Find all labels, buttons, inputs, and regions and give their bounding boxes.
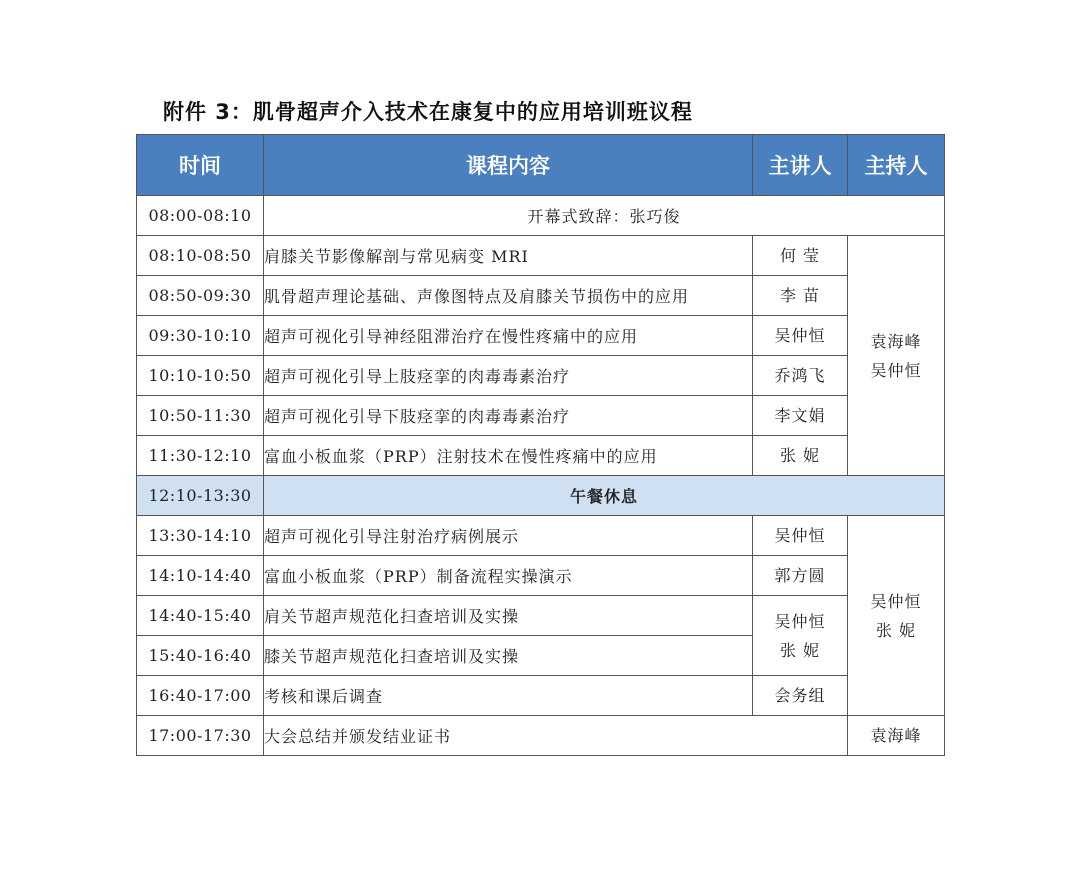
header-speaker: 主讲人 (753, 135, 848, 196)
lunch-break-cell: 午餐休息 (264, 476, 945, 516)
time-cell: 16:40-17:00 (137, 676, 264, 716)
agenda-table (136, 134, 945, 756)
speaker-cell: 乔鸿飞 (753, 356, 848, 396)
table-row (137, 236, 945, 276)
document-title: 附件 3：肌骨超声介入技术在康复中的应用培训班议程 (163, 100, 693, 124)
host-cell: 袁海峰 (848, 716, 945, 756)
topic-cell: 富血小板血浆（PRP）制备流程实操演示 (264, 556, 753, 596)
topic-cell: 考核和课后调查 (264, 676, 753, 716)
time-cell: 11:30-12:10 (137, 436, 264, 476)
time-cell: 13:30-14:10 (137, 516, 264, 556)
header-content: 课程内容 (264, 135, 753, 196)
speaker-name: 张 妮 (779, 640, 821, 660)
table-header-row (137, 135, 945, 196)
speaker-cell: 李 苗 (753, 276, 848, 316)
time-cell: 12:10-13:30 (137, 476, 264, 516)
header-host: 主持人 (848, 135, 945, 196)
topic-cell: 超声可视化引导上肢痉挛的肉毒毒素治疗 (264, 356, 753, 396)
table-row (137, 516, 945, 556)
table-row (137, 276, 945, 316)
topic-cell: 膝关节超声规范化扫查培训及实操 (264, 636, 753, 676)
speaker-cell: 吴仲恒 (753, 316, 848, 356)
time-cell: 15:40-16:40 (137, 636, 264, 676)
table-row (137, 676, 945, 716)
table-row (137, 356, 945, 396)
table-row (137, 596, 945, 636)
time-cell: 10:10-10:50 (137, 356, 264, 396)
speaker-cell: 郭方圆 (753, 556, 848, 596)
topic-cell: 大会总结并颁发结业证书 (264, 716, 848, 756)
speaker-cell: 李文娟 (753, 396, 848, 436)
table-row-lunch (137, 476, 945, 516)
time-cell: 14:10-14:40 (137, 556, 264, 596)
topic-cell: 肩关节超声规范化扫查培训及实操 (264, 596, 753, 636)
table-row-opening (137, 196, 945, 236)
speaker-cell: 张 妮 (753, 436, 848, 476)
topic-cell: 肌骨超声理论基础、声像图特点及肩膝关节损伤中的应用 (264, 276, 753, 316)
topic-cell: 肩膝关节影像解剖与常见病变 MRI (264, 236, 753, 276)
speaker-name: 吴仲恒 (774, 611, 826, 631)
time-cell: 17:00-17:30 (137, 716, 264, 756)
host-name: 张 妮 (875, 620, 917, 640)
table-row-closing (137, 716, 945, 756)
opening-speech-cell: 开幕式致辞：张巧俊 (264, 196, 945, 236)
speaker-cell: 何 莹 (753, 236, 848, 276)
topic-cell: 超声可视化引导注射治疗病例展示 (264, 516, 753, 556)
table-row (137, 396, 945, 436)
time-cell: 08:10-08:50 (137, 236, 264, 276)
time-cell: 08:50-09:30 (137, 276, 264, 316)
speaker-cell: 会务组 (753, 676, 848, 716)
host-name: 吴仲恒 (870, 360, 922, 380)
header-time: 时间 (137, 135, 264, 196)
speaker-cell: 吴仲恒 (753, 516, 848, 556)
time-cell: 14:40-15:40 (137, 596, 264, 636)
speaker-cell-merged (753, 596, 848, 676)
table-row (137, 316, 945, 356)
time-cell: 10:50-11:30 (137, 396, 264, 436)
table-row (137, 436, 945, 476)
table-row (137, 556, 945, 596)
time-cell: 08:00-08:10 (137, 196, 264, 236)
topic-cell: 超声可视化引导神经阻滞治疗在慢性疼痛中的应用 (264, 316, 753, 356)
topic-cell: 超声可视化引导下肢痉挛的肉毒毒素治疗 (264, 396, 753, 436)
afternoon-host-cell (848, 516, 945, 716)
morning-host-cell (848, 236, 945, 476)
topic-cell: 富血小板血浆（PRP）注射技术在慢性疼痛中的应用 (264, 436, 753, 476)
time-cell: 09:30-10:10 (137, 316, 264, 356)
host-name: 袁海峰 (870, 331, 922, 351)
host-name: 吴仲恒 (870, 591, 922, 611)
